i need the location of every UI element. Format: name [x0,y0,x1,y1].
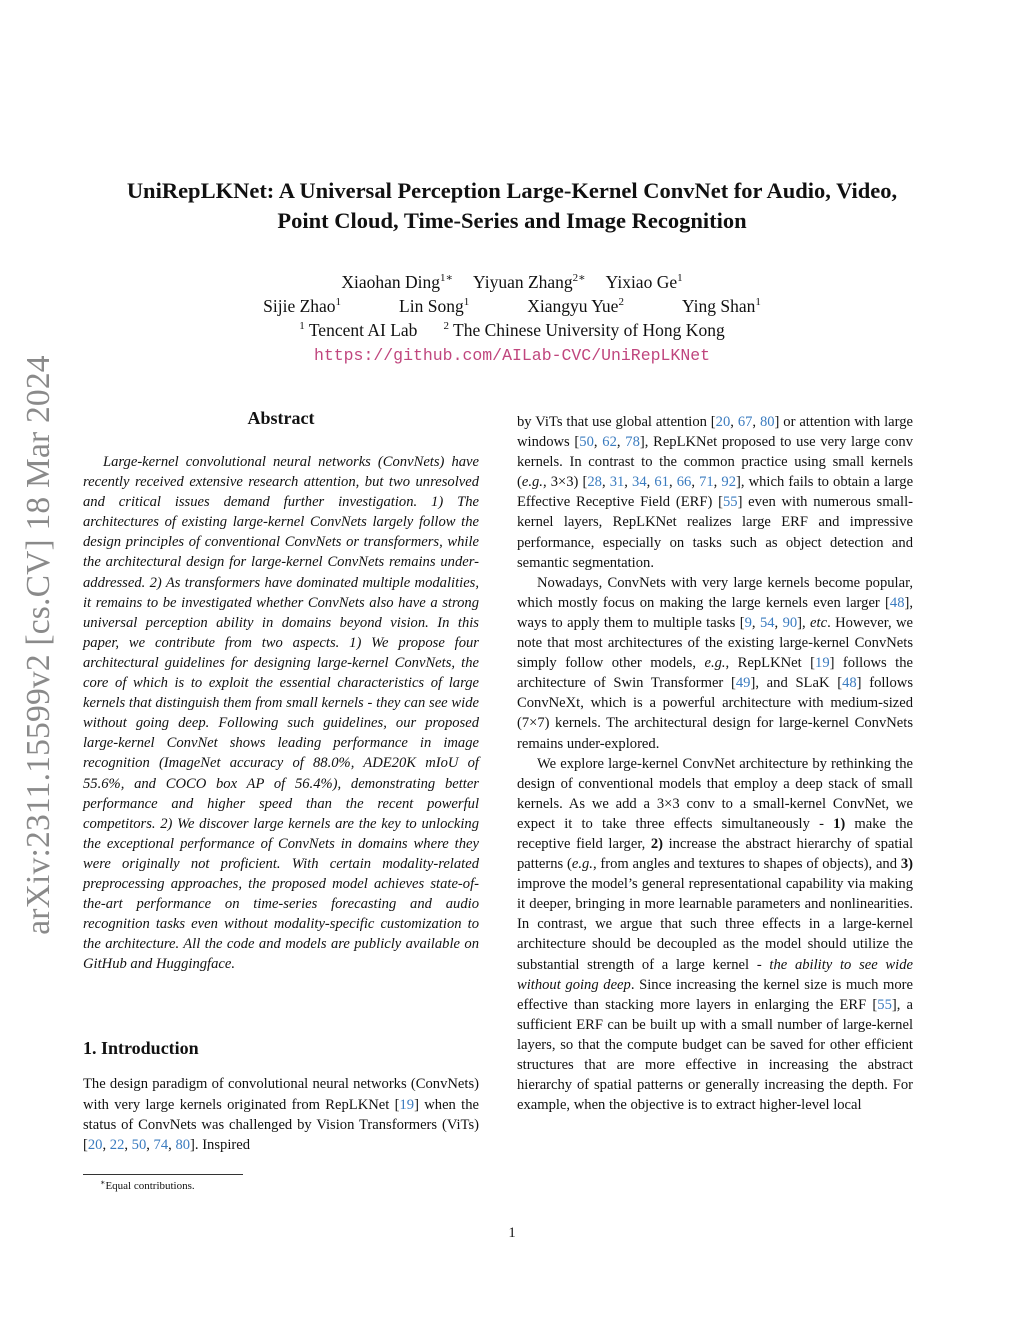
citation-link[interactable]: 28 [587,474,602,491]
author-affiliation-mark: 1 [755,296,761,308]
author-affiliation-mark: 1∗ [440,272,454,284]
emphasis: etc [810,614,828,631]
abstract-text: Large-kernel convolutional neural networks (ConvNets) have recently received extensive research attention, but two unresolved and critical issues demand further investigation. 1) The architectures of existing large-kernel ConvNets largely follow the design principles of conventional ConvNets or transformers, while the architectural design for large-kernel ConvNets remains under-addressed. 2) As transformers have dominated multiple modalities, it remains to be investigated whether ConvNets also have a strong universal perception ability in domains beyond vision. In this paper, we contribute from two aspects. 1) We propose four architectural guidelines for designing large-kernel ConvNets, the core of which is to exploit the essential characteristics of large kernels that distinguish them from small kernels - they can see wide without going deep. Following such guidelines, our proposed large-kernel ConvNet shows leading performance in image recognition (ImageNet accuracy of 88.0%, ADE20K mIoU of 55.6%, and COCO box AP of 56.4%), demonstrating better performance and higher speed than the recent powerful competitors. 2) We discover large kernels are the key to unlocking the exceptional performance of ConvNets in domains where they were originally not proficient. With certain modality-related preprocessing approaches, the proposed model achieves state-of-the-art performance on time-series forecasting and audio recognition tasks even without modality-specific customization to the architecture. All the code and models are publicly available on GitHub and Huggingface. [83,454,479,973]
citation-link[interactable]: 80 [175,1136,191,1153]
citation-link[interactable]: 19 [399,1096,415,1113]
author-row-2 [60,294,964,318]
citation-link[interactable]: 55 [877,996,892,1013]
citation-link[interactable]: 67 [737,414,753,430]
text-run: ], and SLaK [ [750,675,843,692]
citation-link[interactable]: 71 [699,474,714,491]
citation-link[interactable]: 48 [889,594,905,611]
text-run: make the receptive field larger, [517,815,913,852]
affiliation-mark: 1 [299,320,305,332]
abstract-heading: Abstract [247,408,315,428]
text-run: ], ways to apply them to multiple tasks [ [517,594,913,631]
text-run: ] or attention with large windows [ [517,414,914,451]
citation-link[interactable]: 74 [153,1136,169,1153]
footnote-mark: ∗ [100,1178,106,1187]
text-run: increase the abstract hierarchy of spatial patterns ( [517,835,913,873]
intro-paragraph-continued: by ViTs that use global attention [20, 67, 80] or attention with large windows [50, 62, 78], RepLKNet proposed to use very large conv kernels. In contrast to the common practice using small kernels (e.g., 3×3) [28, 31, 34, 61, 66, 71, 92], which fails to obtain a large Effective Receptive Field (ERF) [55] even with numerous small-kernel layers, RepLKNet realizes large ERF and impressive performance, especially on tasks such as object detection and semantic segmentation. [517,414,914,571]
text-run: , 3×3) [ [542,474,588,491]
paper-title [60,176,964,236]
author-name: Yiyuan Zhang [473,272,573,292]
citation-link[interactable]: 92 [721,474,736,491]
text-run: ], a sufficient ERF can be built up with a small number of large-kernel layers, so that the compute budget can be saved for other efficient structures that are more effective in increasing the abstract hierarchy of spatial patterns or generally increasing the depth. For example, when the objective is to extract higher-level local [517,996,913,1114]
footnote [100,1179,195,1193]
author-affiliation-mark: 1 [463,296,470,308]
citation-link[interactable]: 55 [722,494,738,511]
title-line-2: Point Cloud, Time-Series and Image Recognition [277,208,747,233]
text-run: We explore large-kernel ConvNet architecture by rethinking the design of conventional models that employ a deep stack of small kernels. As we add a 3×3 conv to a small-kernel ConvNet, we expect it to take three effects simultaneously - [517,755,913,832]
citation-link[interactable]: 19 [815,655,830,672]
citation-link[interactable]: 54 [759,614,775,631]
author-name: Xiaohan Ding [341,272,441,292]
citation-link[interactable]: 90 [782,614,798,631]
author-name: Lin Song [399,296,464,316]
text-run: ], RepLKNet proposed to use very large conv kernels. In contrast to the common practice using small kernels ( [517,434,914,491]
intro-paragraph-3 [517,754,913,1116]
text-run: The design paradigm of convolutional neural networks (ConvNets) with very large kernels originated from RepLKNet [ [83,1076,479,1113]
intro-paragraph-2: Nowadays, ConvNets with very large kernels become popular, which mostly focus on making the large kernels even larger [48], ways to apply them to multiple tasks [9, 54, 90], etc. However, we note that most architectures of the existing large-kernel ConvNets simply follow other models, e.g., RepLKNet [19] follows the architecture of Swin Transformer [49], and SLaK [48] follows ConvNeXt, which is a powerful architecture with medium-sized (7×7) kernels. The architectural design for large-kernel ConvNets remains under-explored. [517,574,914,752]
strong: 1) [833,815,846,832]
citation-link[interactable]: 49 [735,675,751,692]
citation-link[interactable]: 80 [759,414,775,430]
text-run: . Since increasing the kernel size is much more effective than stacking more layers in enlarging the ERF [ [517,976,913,1013]
author-name: Sijie Zhao [263,296,336,316]
citation-link[interactable]: 50 [579,434,594,451]
arxiv-identifier: arXiv:2311.15599v2 [cs.CV] 18 Mar 2024 [20,355,57,935]
title-line-1: UniRepLKNet: A Universal Perception Large-Kernel ConvNet for Audio, Video, [126,178,898,203]
author-affiliation-mark: 2 [618,296,624,308]
author-affiliation-mark: 2∗ [572,272,586,284]
text-run: Nowadays, ConvNets with very large kernels become popular, which mostly focus on making the large kernels even larger [ [517,574,913,611]
author-name: Xiangyu Yue [527,296,619,316]
text-run: ] follows the architecture of Swin Transformer [ [517,655,913,692]
strong: 3) [900,856,913,873]
author-name: Ying Shan [681,296,756,316]
text-run: . However, we note that most architectures of the existing large-kernel ConvNets simply follow other models, [517,614,914,672]
text-run: ] even with numerous small-kernel layers, RepLKNet realizes large ERF and impressive performance, especially on tasks such as object detection and semantic segmentation. [517,494,914,571]
text-run: ], which fails to obtain a large Effective Receptive Field (ERF) [ [517,474,914,511]
right-column [517,412,913,1115]
arxiv-sidebar-stamp [14,350,64,940]
affiliation-mark: 2 [443,320,449,332]
emphasis: e.g. [704,655,726,672]
author-affiliation-mark: 1 [335,296,342,308]
affiliation-name: The Chinese University of Hong Kong [453,320,725,340]
section-heading: 1. Introduction [83,1038,199,1059]
footnote-text: Equal contributions. [105,1180,195,1192]
emphasis: the ability to see wide without going deep [517,956,913,993]
affiliations [60,318,964,342]
citation-link[interactable]: 78 [625,434,640,451]
citation-link[interactable]: 50 [131,1136,147,1153]
citation-link[interactable]: 31 [609,474,625,491]
author-affiliation-mark: 1 [677,272,683,284]
author-block [60,270,964,368]
repo-link[interactable]: https://github.com/AILab-CVC/UniRepLKNet [313,346,711,365]
text-run: , RepLKNet [ [725,655,816,672]
author-row-1 [60,270,964,294]
emphasis: e.g. [521,474,543,491]
text-run: ]. Inspired [190,1136,251,1153]
citation-link[interactable]: 66 [676,474,692,491]
citation-link[interactable]: 48 [842,675,857,692]
strong: 2) [650,835,664,852]
citation-link[interactable]: 61 [654,474,669,491]
text-run: improve the model’s general representational capability via making it deeper, bringing in more learnable parameters and nonlinearities. In contrast, we argue that such three effects in a large-kernel architecture should be decoupled as the model should utilize the substantial strength of a large kernel - [517,876,913,973]
left-column [83,406,479,1155]
repo-line [60,342,964,368]
text-run: ] follows ConvNeXt, which is a powerful architecture with medium-sized (7×7) kernels. The architectural design for large-kernel ConvNets remains under-explored. [517,675,914,752]
text-run: , from angles and textures to shapes of objects), and [592,856,901,873]
citation-link[interactable]: 20 [715,414,731,430]
affiliation-name: Tencent AI Lab [308,320,418,340]
citation-link[interactable]: 62 [602,434,617,451]
text-run: by ViTs that use global attention [ [517,414,716,430]
citation-link[interactable]: 22 [109,1136,125,1153]
citation-link[interactable]: 20 [87,1136,103,1153]
emphasis: e.g. [571,856,593,873]
footnote-divider [83,1174,243,1175]
citation-link[interactable]: 34 [632,474,647,491]
page-number: 1 [508,1225,516,1241]
intro-paragraph-1: The design paradigm of convolutional neural networks (ConvNets) with very large kernels originated from RepLKNet [19] when the status of ConvNets was challenged by Vision Transformers (ViTs) [20, 22, 50, 74, 80]. Inspired [83,1076,479,1153]
citation-link[interactable]: 9 [744,614,752,631]
text-run: ] when the status of ConvNets was challenged by Vision Transformers (ViTs) [ [83,1096,479,1153]
author-name: Yixiao Ge [605,272,678,292]
text-run: ], [797,614,811,631]
